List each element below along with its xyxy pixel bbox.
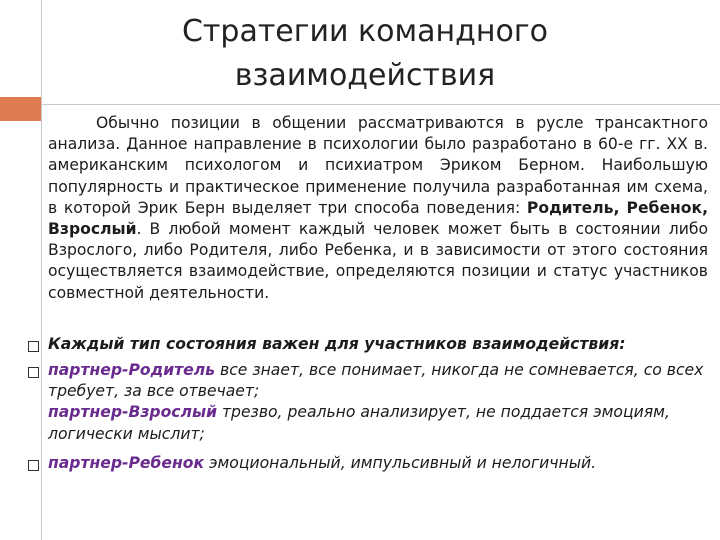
intro-text-2: . В любой момент каждый человек может быть в состоянии либо Взрослого, либо Родителя, либо Ребенка, и в зависимости от этого состояния осуществляется взаимодействие, определяются позиции и статус участников совместной деятельности. bbox=[48, 220, 708, 302]
role-adult: партнер-Взрослый bbox=[48, 403, 217, 422]
bullet-item-2 bbox=[48, 360, 713, 445]
left-vertical-rule bbox=[41, 0, 42, 540]
title-line-1: Стратегии командного bbox=[181, 14, 548, 49]
title-line-2: взаимодействия bbox=[234, 58, 496, 93]
role-adult-desc: трезво, реально анализирует, не поддается эмоциям, логически мыслит; bbox=[48, 403, 670, 443]
role-parent: партнер-Родитель bbox=[48, 361, 216, 379]
accent-block bbox=[0, 97, 41, 121]
role-child: партнер-Ребенок bbox=[48, 454, 205, 472]
intro-text-1: Обычно позиции в общении рассматриваются в русле трансактного анализа. Данное направление в психологии было разработано в 60-е гг. XX в. американским психологом и психиатром Эриком Берном. Наибольшую популярность и практическое применение получила разработанная им схема, в которой Эрик Берн выделяет три способа поведения: bbox=[48, 114, 708, 217]
role-child-desc: эмоциональный, импульсивный и нелогичный. bbox=[204, 454, 597, 472]
intro-paragraph bbox=[48, 113, 708, 304]
intro-bold-roles: Родитель, Ребенок, Взрослый bbox=[48, 198, 709, 239]
square-bullet-icon bbox=[28, 341, 39, 352]
role-parent-desc: все знает, все понимает, никогда не сомневается, со всех требует, за все отвечает; bbox=[48, 361, 704, 401]
square-bullet-icon bbox=[28, 367, 39, 378]
slide-title bbox=[60, 10, 670, 98]
title-divider bbox=[41, 104, 720, 105]
bullet-1-text: Каждый тип состояния важен для участников взаимодействия: bbox=[48, 335, 626, 353]
bullet-item-1 bbox=[48, 334, 713, 355]
bullet-item-3 bbox=[48, 453, 713, 474]
square-bullet-icon bbox=[28, 460, 39, 471]
